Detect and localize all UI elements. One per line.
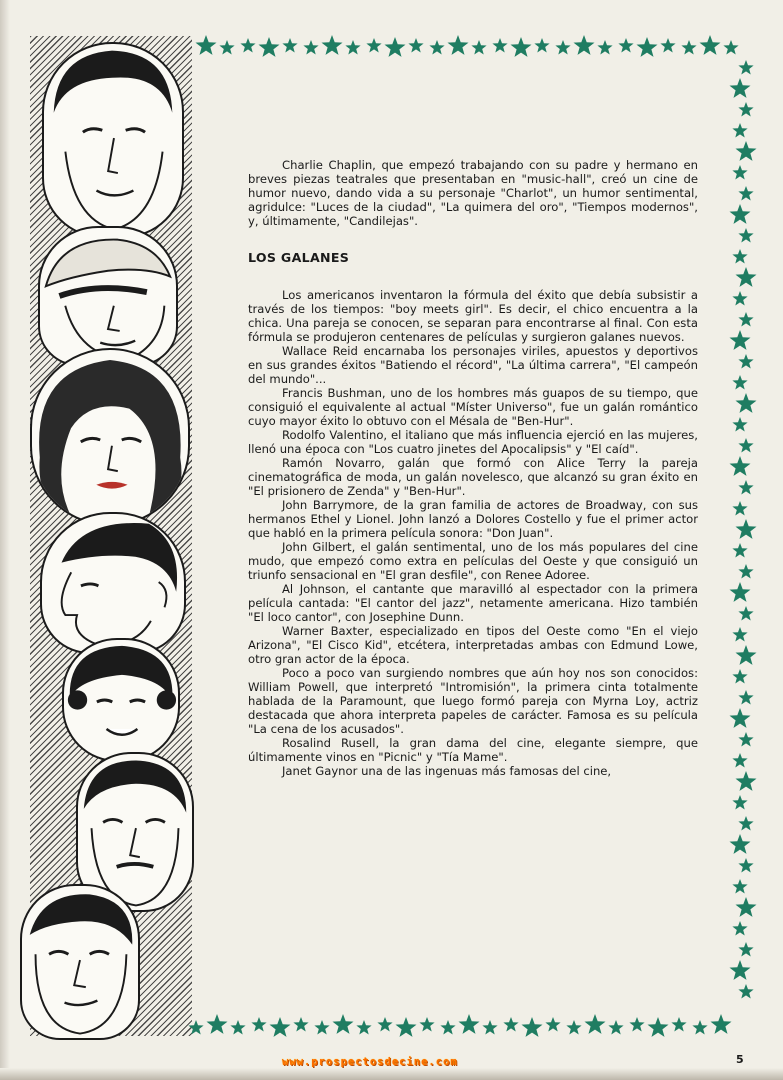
- star-icon: [618, 38, 633, 53]
- star-icon: [629, 1017, 644, 1032]
- paragraph: Rodolfo Valentino, el italiano que más influencia ejerció en las mujeres, llenó una época con "Los cuatro jinetes del Apocalipsis" y "El caíd".: [248, 428, 698, 456]
- star-icon: [711, 1014, 732, 1034]
- star-icon: [448, 35, 469, 55]
- star-icon: [396, 1017, 417, 1037]
- star-icon: [738, 858, 753, 873]
- star-icon: [459, 1014, 480, 1034]
- star-icon: [585, 1014, 606, 1034]
- star-icon: [736, 771, 757, 791]
- star-icon: [738, 942, 753, 957]
- paragraph: Al Johnson, el cantante que maravilló al espectador con la primera película cantada: "El cantor del jazz", netamente americana. Hizo también "El loco cantor", con Josephine Dunn.: [248, 582, 698, 624]
- paragraph: John Barrymore, de la gran familia de actores de Broadway, con sus hermanos Ethel y Lionel. John lanzó a Dolores Costello y fue el primer actor que habló en la primera película sonora: "Don Juan".: [248, 498, 698, 540]
- paragraph: Warner Baxter, especializado en tipos del Oeste como "En el viejo Arizona", "El Cisco Kid", etcétera, interpretadas ambas con Edmund Lowe, otro gran actor de la época.: [248, 624, 698, 666]
- paragraph: Ramón Novarro, galán que formó con Alice Terry la pareja cinematográfica de moda, un galán novelesco, que alcanzó su gran éxito en "El prisionero de Zenda" y "Ben-Hur".: [248, 456, 698, 498]
- star-icon: [736, 267, 757, 287]
- star-icon: [732, 921, 747, 936]
- paragraph: Wallace Reid encarnaba los personajes viriles, apuestos y deportivos en sus grandes éxitos "Batiendo el récord", "La última carrera", "El campeón del mundo"...: [248, 344, 698, 386]
- star-icon: [730, 834, 751, 854]
- star-icon: [736, 645, 757, 665]
- star-icon: [671, 1017, 686, 1032]
- star-icon: [730, 582, 751, 602]
- star-icon: [738, 102, 753, 117]
- star-icon: [219, 40, 234, 55]
- star-icon: [492, 38, 507, 53]
- star-icon: [732, 669, 747, 684]
- star-icon: [732, 501, 747, 516]
- star-icon: [408, 38, 423, 53]
- intro-paragraph: Charlie Chaplin, que empezó trabajando con su padre y hermano en breves piezas teatrales que presentaban en "music-hall", creó un cine de humor nuevo, dando vida a su personaje "Charlot", un humor sentimental, agridulce: "Luces de la ciudad", "La quimera del oro", "Tiempos modernos", y, últimamente, "Candilejas".: [248, 158, 698, 228]
- portrait-woman-1: [30, 348, 190, 526]
- star-icon: [736, 393, 757, 413]
- star-icon: [545, 1017, 560, 1032]
- star-icon: [723, 40, 738, 55]
- star-icon: [566, 1020, 581, 1035]
- star-icon: [482, 1020, 497, 1035]
- star-icon: [293, 1017, 308, 1032]
- star-icon: [732, 249, 747, 264]
- star-icon: [738, 354, 753, 369]
- star-icon: [597, 40, 612, 55]
- star-icon: [196, 35, 217, 55]
- article-body: [248, 158, 698, 778]
- star-icon: [732, 375, 747, 390]
- star-icon: [738, 564, 753, 579]
- star-icon: [303, 40, 318, 55]
- star-icon: [511, 37, 532, 57]
- star-icon: [738, 60, 753, 75]
- star-icon: [736, 141, 757, 161]
- star-icon: [730, 330, 751, 350]
- star-icon: [385, 37, 406, 57]
- page-edge-shadow: [0, 0, 10, 1080]
- star-icon: [730, 456, 751, 476]
- star-icon: [660, 38, 675, 53]
- star-icon: [648, 1017, 669, 1037]
- portrait-man-5: [20, 884, 140, 1040]
- star-icon: [738, 606, 753, 621]
- page-number: 5: [736, 1053, 744, 1066]
- star-icon: [681, 40, 696, 55]
- star-icon: [732, 123, 747, 138]
- star-icon: [732, 417, 747, 432]
- star-icon: [730, 708, 751, 728]
- star-icon: [471, 40, 486, 55]
- portrait-man-1: [42, 42, 184, 238]
- star-icon: [732, 543, 747, 558]
- star-icon: [251, 1017, 266, 1032]
- star-icon: [230, 1020, 245, 1035]
- star-icon: [322, 35, 343, 55]
- star-icon: [738, 816, 753, 831]
- star-icon: [732, 879, 747, 894]
- portrait-man-3: [40, 512, 186, 654]
- star-icon: [738, 480, 753, 495]
- page-bottom-shadow: [0, 1068, 783, 1080]
- paragraph: Rosalind Rusell, la gran dama del cine, elegante siempre, que últimamente vinos en "Picnic" y "Tía Mame".: [248, 736, 698, 764]
- star-icon: [736, 897, 757, 917]
- paragraph: Los americanos inventaron la fórmula del éxito que debía subsistir a través de los tiempos: "boy meets girl". Es decir, el chico encuentra a la chica. Una pareja se conocen, se separan para encontrarse al final. Con esta fórmula se produjeron centenares de películas y surgieron galanes nuevos.: [248, 288, 698, 344]
- paragraph: Francis Bushman, uno de los hombres más guapos de su tiempo, que consiguió el equivalente al actual "Míster Universo", fue un galán romántico cuyo mayor éxito lo obtuvo con el Mésala de "Ben-Hur".: [248, 386, 698, 428]
- star-icon: [333, 1014, 354, 1034]
- star-icon: [736, 519, 757, 539]
- star-icon: [738, 732, 753, 747]
- star-icon: [240, 38, 255, 53]
- section-heading: LOS GALANES: [248, 250, 350, 265]
- star-icon: [732, 291, 747, 306]
- star-icon: [534, 38, 549, 53]
- star-icon: [377, 1017, 392, 1032]
- star-icon: [730, 960, 751, 980]
- star-icon: [207, 1014, 228, 1034]
- star-icon: [345, 40, 360, 55]
- star-icon: [732, 165, 747, 180]
- star-icon: [637, 37, 658, 57]
- star-icon: [732, 795, 747, 810]
- star-icon: [366, 38, 381, 53]
- star-icon: [356, 1020, 371, 1035]
- star-icon: [282, 38, 297, 53]
- star-icon: [574, 35, 595, 55]
- star-icon: [738, 312, 753, 327]
- star-icon: [522, 1017, 543, 1037]
- paragraph: John Gilbert, el galán sentimental, uno de los más populares del cine mudo, que empezó como extra en películas del Oeste y que consiguió un triunfo sensacional en "El gran desfile", con Renee Adoree.: [248, 540, 698, 582]
- star-icon: [738, 186, 753, 201]
- star-icon: [419, 1017, 434, 1032]
- star-icon: [732, 753, 747, 768]
- portrait-man-2: [38, 226, 178, 366]
- star-icon: [732, 627, 747, 642]
- star-icon: [738, 984, 753, 999]
- paragraph: Poco a poco van surgiendo nombres que aún hoy nos son conocidos: William Powell, que interpretó "Intromisión", la primera cinta totalmente hablada de la Paramount, que luego formó pareja con Myrna Loy, actriz destacada que ahora interpreta papeles de carácter. Famosa es su película "La cena de los acusados".: [248, 666, 698, 736]
- star-icon: [692, 1020, 707, 1035]
- star-icon: [503, 1017, 518, 1032]
- star-icon: [608, 1020, 623, 1035]
- star-icon: [738, 438, 753, 453]
- star-icon: [440, 1020, 455, 1035]
- star-icon: [314, 1020, 329, 1035]
- star-icon: [270, 1017, 291, 1037]
- star-icon: [700, 35, 721, 55]
- star-icon: [259, 37, 280, 57]
- star-icon: [730, 78, 751, 98]
- star-icon: [738, 228, 753, 243]
- star-icon: [738, 690, 753, 705]
- portrait-woman-2: [62, 638, 180, 762]
- paragraph: Janet Gaynor una de las ingenuas más famosas del cine,: [282, 764, 612, 778]
- star-icon: [730, 204, 751, 224]
- star-icon: [555, 40, 570, 55]
- watermark-url: www.prospectosdecine.com: [282, 1056, 458, 1068]
- star-icon: [429, 40, 444, 55]
